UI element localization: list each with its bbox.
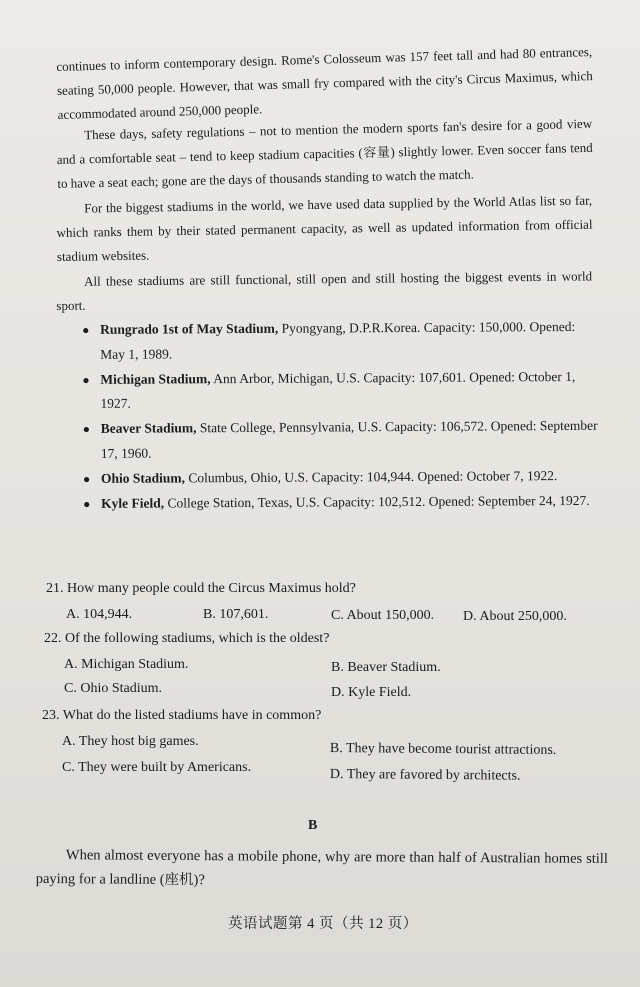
bullet-icon: ● — [82, 421, 90, 436]
stadium-details: Ann Arbor, Michigan, U.S. Capacity: 107,601. Opened: October 1, 1927. — [100, 368, 576, 411]
passage-paragraph-1: continues to inform contemporary design. Rome's Colosseum was 157 feet tall and had 80 entrances, seating 50,000 people. However, that was small fry compared with the city's Circus Maximus, which accommodated around 250,000 people. — [56, 44, 593, 122]
page-footer: 英语试题第 4 页（共 12 页） — [228, 916, 418, 932]
list-item — [78, 315, 598, 367]
stadium-name: Beaver Stadium, — [100, 420, 197, 436]
passage-paragraph-3: For the biggest stadiums in the world, we have used data supplied by the World Atlas list so far, which ranks them by their stated permanent capacity, as well as updated information from official stadium websites. — [56, 192, 593, 264]
q23-option-c[interactable]: C. They were built by Americans. — [62, 760, 252, 775]
stadium-name: Rungrado 1st of May Stadium, — [100, 320, 279, 337]
section-b-paragraph: When almost everyone has a mobile phone, why are more than half of Australian homes still paying for a landline (座机)? — [35, 847, 608, 889]
q22-option-b[interactable]: B. Beaver Stadium. — [331, 660, 441, 675]
list-item — [79, 414, 599, 466]
bullet-icon: ● — [82, 322, 90, 337]
q23-option-d[interactable]: D. They are favored by architects. — [329, 766, 521, 784]
stadium-details: College Station, Texas, U.S. Capacity: 102,512. Opened: September 24, 1927. — [164, 492, 590, 510]
stadium-list — [78, 315, 599, 517]
stadium-details: State College, Pennsylvania, U.S. Capacity: 106,572. Opened: September 17, 1960. — [100, 417, 598, 461]
q21-option-a[interactable]: A. 104,944. — [66, 607, 133, 622]
question-21-stem: 21. How many people could the Circus Maximus hold? — [46, 581, 356, 596]
q21-option-b[interactable]: B. 107,601. — [203, 607, 269, 622]
bullet-icon: ● — [82, 372, 90, 387]
list-item — [79, 463, 599, 491]
bullet-icon: ● — [83, 496, 91, 511]
stadium-name: Michigan Stadium, — [100, 370, 211, 387]
passage-paragraph-2: These days, safety regulations – not to mention the modern sports fan's desire for a good view and a comfortable seat – tend to keep stadium capacities (容量) slightly lower. Even soccer fans tend to have a seat each; gone are the days of thousands standing to watch the match. — [56, 115, 593, 191]
q22-option-c[interactable]: C. Ohio Stadium. — [64, 681, 163, 696]
passage-paragraph-4: All these stadiums are still functional, still open and still hosting the biggest events in world sport. — [56, 268, 593, 313]
section-heading: B — [308, 818, 318, 833]
stadium-details: Columbus, Ohio, U.S. Capacity: 104,944. Opened: October 7, 1922. — [184, 467, 558, 485]
question-22-stem: 22. Of the following stadiums, which is the oldest? — [44, 631, 330, 646]
list-item — [79, 488, 599, 516]
list-item — [78, 364, 598, 416]
q21-option-c[interactable]: C. About 150,000. — [331, 608, 435, 623]
q22-option-a[interactable]: A. Michigan Stadium. — [64, 657, 189, 672]
stadium-details: Pyongyang, D.P.R.Korea. Capacity: 150,000. Opened: May 1, 1989. — [100, 318, 576, 362]
stadium-name: Kyle Field, — [101, 494, 165, 511]
q23-option-a[interactable]: A. They host big games. — [62, 734, 199, 749]
q22-option-d[interactable]: D. Kyle Field. — [331, 685, 412, 700]
bullet-icon: ● — [82, 471, 91, 486]
q21-option-d[interactable]: D. About 250,000. — [463, 609, 567, 624]
question-23-stem: 23. What do the listed stadiums have in common? — [42, 708, 322, 723]
q23-option-b[interactable]: B. They have become tourist attractions. — [329, 740, 557, 758]
stadium-name: Ohio Stadium, — [100, 469, 186, 486]
